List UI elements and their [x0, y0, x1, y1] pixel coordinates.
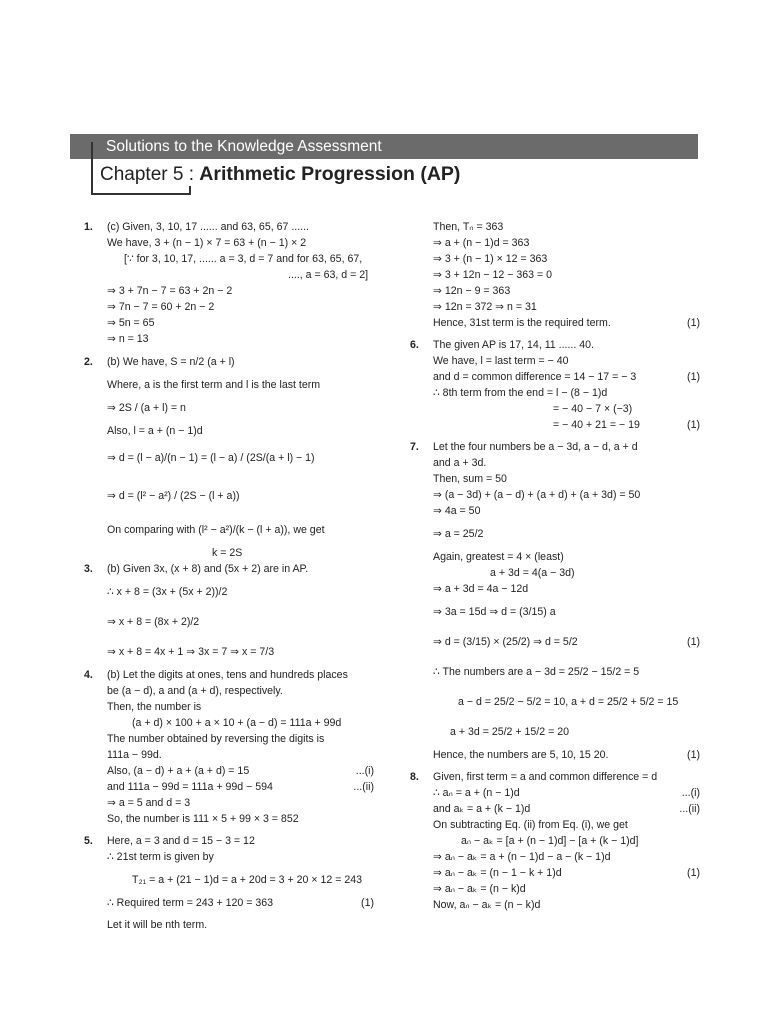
- marks-label: ...(ii): [679, 803, 700, 815]
- solution-line: [410, 385, 700, 401]
- solution-line: [84, 895, 386, 911]
- solution-line: [84, 347, 386, 377]
- marks-label: (1): [687, 749, 700, 761]
- solution-line: [84, 219, 386, 235]
- solution-text: ∴ Required term = 243 + 120 = 363: [107, 897, 274, 909]
- solution-text: aₙ − aₖ = [a + (n − 1)d] − [a + (k − 1)d]: [461, 835, 639, 847]
- question-number: 4.: [84, 669, 93, 681]
- question-number: 3.: [84, 563, 93, 575]
- solution-text: (b) We have, S = n/2 (a + l): [107, 356, 235, 368]
- solution-line: [410, 801, 700, 817]
- solution-text: Also, (a − d) + a + (a + d) = 15: [107, 765, 250, 777]
- solution-text: a + 3d = 4(a − 3d): [490, 567, 575, 579]
- solution-line: [84, 795, 386, 811]
- solution-text: Then, the number is: [107, 701, 202, 713]
- solution-text: Again, greatest = 4 × (least): [433, 551, 564, 563]
- marks-label: (1): [687, 419, 700, 431]
- bracket-horizontal-rule: [91, 193, 191, 195]
- solution-text: (a + d) × 100 + a × 10 + (a − d) = 111a + 99d: [132, 717, 342, 729]
- question-number: 6.: [410, 339, 419, 351]
- solution-text: Now, aₙ − aₖ = (n − k)d: [433, 899, 541, 911]
- solution-text: and a + 3d.: [433, 457, 487, 469]
- chapter-heading: [100, 160, 460, 189]
- solution-text: be (a − d), a and (a + d), respectively.: [107, 685, 283, 697]
- question-number: 5.: [84, 835, 93, 847]
- solution-text: (b) Given 3x, (x + 8) and (5x + 2) are in AP.: [107, 563, 309, 575]
- solution-line: [84, 561, 386, 577]
- solution-line: [84, 577, 386, 607]
- solution-line: [410, 235, 700, 251]
- solution-text: Here, a = 3 and d = 15 − 3 = 12: [107, 835, 255, 847]
- solution-text: ⇒ d = (3/15) × (25/2) ⇒ d = 5/2: [433, 636, 578, 648]
- solution-text: ⇒ a = 25/2: [433, 528, 484, 540]
- solution-line: [410, 881, 700, 897]
- solution-line: [410, 439, 700, 455]
- marks-label: ...(i): [355, 765, 374, 777]
- solution-text: T₂₁ = a + (21 − 1)d = a + 20d = 3 + 20 × 12 = 243: [132, 874, 363, 886]
- solution-line: [84, 699, 386, 715]
- marks-label: ...(ii): [353, 781, 374, 793]
- solution-line: [84, 917, 386, 933]
- solution-line: [410, 519, 700, 549]
- solution-text: ⇒ a + 3d = 4a − 12d: [433, 583, 529, 595]
- solution-line: [84, 683, 386, 699]
- solution-line: [84, 545, 386, 561]
- solution-text: ∴ x + 8 = (3x + (5x + 2))/2: [107, 586, 228, 598]
- solution-text: ⇒ 2S / (a + l) = n: [107, 402, 186, 414]
- solution-line: [410, 581, 700, 597]
- solution-line: [84, 763, 386, 779]
- solution-text: ⇒ 3 + (n − 1) × 12 = 363: [433, 253, 548, 265]
- solution-line: [84, 377, 386, 393]
- solution-text: ∴ The numbers are a − 3d = 25/2 − 15/2 = 5: [433, 666, 640, 678]
- solution-line: [410, 219, 700, 235]
- solution-line: [410, 401, 700, 417]
- banner-title: Solutions to the Knowledge Assessment: [106, 138, 382, 155]
- chapter-title: Arithmetic Progression (AP): [199, 163, 461, 185]
- solution-line: [410, 597, 700, 627]
- solution-line: [84, 477, 386, 515]
- solution-text: and d = common difference = 14 − 17 = − 3: [433, 371, 637, 383]
- section-banner: [70, 134, 698, 159]
- bracket-vertical-rule: [91, 142, 93, 195]
- solution-line: [84, 637, 386, 667]
- marks-label: (1): [361, 897, 374, 909]
- solution-line: [84, 779, 386, 795]
- solution-text: Let it will be nth term.: [107, 919, 208, 931]
- solution-line: [84, 283, 386, 299]
- solution-text: ⇒ n = 13: [107, 333, 149, 345]
- solution-text: a − d = 25/2 − 5/2 = 10, a + d = 25/2 + 5/2 = 15: [458, 696, 679, 708]
- solution-text: ⇒ 4a = 50: [433, 505, 481, 517]
- solution-text: ...., a = 63, d = 2]: [288, 269, 369, 281]
- solution-line: [410, 267, 700, 283]
- solution-line: [84, 667, 386, 683]
- solution-text: ∴ 8th term from the end = l − (8 − 1)d: [433, 387, 608, 399]
- solution-text: a + 3d = 25/2 + 15/2 = 20: [450, 726, 569, 738]
- solution-text: ⇒ 3 + 12n − 12 − 363 = 0: [433, 269, 553, 281]
- solution-line: [84, 315, 386, 331]
- solution-line: [410, 503, 700, 519]
- solution-line: [84, 747, 386, 763]
- solution-text: ⇒ x + 8 = (8x + 2)/2: [107, 616, 200, 628]
- solution-text: [∵ for 3, 10, 17, ...... a = 3, d = 7 and for 63, 65, 67,: [124, 253, 363, 265]
- solution-line: [410, 897, 700, 913]
- solution-text: (c) Given, 3, 10, 17 ...... and 63, 65, 67 ......: [107, 221, 309, 233]
- solution-text: ⇒ 12n = 372 ⇒ n = 31: [433, 301, 537, 313]
- solution-line: [410, 315, 700, 331]
- left-column: [84, 219, 386, 933]
- solution-text: The given AP is 17, 14, 11 ...... 40.: [433, 339, 594, 351]
- solution-line: [410, 565, 700, 581]
- solution-text: ⇒ aₙ − aₖ = (n − k)d: [433, 883, 526, 895]
- solution-text: Where, a is the first term and l is the last term: [107, 379, 321, 391]
- solution-line: [84, 235, 386, 251]
- solution-line: [410, 471, 700, 487]
- solution-line: [410, 817, 700, 833]
- solution-line: [84, 607, 386, 637]
- solution-line: [410, 549, 700, 565]
- solution-line: [84, 393, 386, 423]
- solution-text: k = 2S: [212, 547, 243, 559]
- solution-text: Let the four numbers be a − 3d, a − d, a + d: [433, 441, 638, 453]
- solution-text: So, the number is 111 × 5 + 99 × 3 = 852: [107, 813, 299, 825]
- solution-line: [84, 331, 386, 347]
- question-number: 7.: [410, 441, 419, 453]
- solution-text: The number obtained by reversing the digits is: [107, 733, 325, 745]
- solution-text: ⇒ 5n = 65: [107, 317, 155, 329]
- solution-text: ⇒ a + (n − 1)d = 363: [433, 237, 530, 249]
- solution-text: ∴ aₙ = a + (n − 1)d: [433, 787, 520, 799]
- chapter-prefix: Chapter 5 :: [100, 164, 194, 185]
- marks-label: (1): [687, 867, 700, 879]
- solution-line: [410, 747, 700, 763]
- solution-text: Hence, the numbers are 5, 10, 15 20.: [433, 749, 609, 761]
- solution-line: [410, 251, 700, 267]
- solution-line: [410, 769, 700, 785]
- marks-label: ...(i): [681, 787, 700, 799]
- solution-line: [84, 849, 386, 865]
- marks-label: (1): [687, 371, 700, 383]
- solution-line: [410, 487, 700, 503]
- solution-text: ⇒ aₙ − aₖ = (n − 1 − k + 1)d: [433, 867, 562, 879]
- solution-line: [410, 865, 700, 881]
- solution-text: Also, l = a + (n − 1)d: [107, 425, 203, 437]
- solution-text: We have, 3 + (n − 1) × 7 = 63 + (n − 1) × 2: [107, 237, 307, 249]
- solution-line: [410, 455, 700, 471]
- marks-label: (1): [687, 636, 700, 648]
- right-column: [410, 219, 700, 913]
- solution-line: [410, 717, 700, 747]
- solution-line: [410, 687, 700, 717]
- solution-text: ⇒ 12n − 9 = 363: [433, 285, 511, 297]
- solution-line: [410, 657, 700, 687]
- solution-line: [84, 299, 386, 315]
- solution-text: ⇒ d = (l − a)/(n − 1) = (l − a) / (2S/(a + l) − 1): [107, 452, 315, 464]
- solution-line: [84, 811, 386, 827]
- solution-text: = − 40 − 7 × (−3): [553, 403, 633, 415]
- solution-text: ⇒ 3a = 15d ⇒ d = (3/15) a: [433, 606, 556, 618]
- solution-text: ⇒ d = (l² − a²) / (2S − (l + a)): [107, 490, 240, 502]
- solution-text: and aₖ = a + (k − 1)d: [433, 803, 531, 815]
- solution-text: On comparing with (l² − a²)/(k − (l + a)), we get: [107, 524, 325, 536]
- solution-line: [410, 283, 700, 299]
- solution-line: [410, 833, 700, 849]
- solution-text: = − 40 + 21 = − 19: [553, 419, 640, 431]
- solution-text: ⇒ x + 8 = 4x + 1 ⇒ 3x = 7 ⇒ x = 7/3: [107, 646, 275, 658]
- solution-line: [410, 353, 700, 369]
- solution-line: [84, 731, 386, 747]
- solution-line: [84, 833, 386, 849]
- question-number: 8.: [410, 771, 419, 783]
- solution-line: [410, 627, 700, 657]
- solution-line: [84, 439, 386, 477]
- solution-text: Given, first term = a and common difference = d: [433, 771, 658, 783]
- solution-text: Hence, 31st term is the required term.: [433, 317, 611, 329]
- solution-line: [84, 515, 386, 545]
- solution-text: ⇒ aₙ − aₖ = a + (n − 1)d − a − (k − 1)d: [433, 851, 611, 863]
- solution-text: On subtracting Eq. (ii) from Eq. (i), we get: [433, 819, 628, 831]
- solution-text: Then, Tₙ = 363: [433, 221, 504, 233]
- solution-line: [410, 337, 700, 353]
- solution-line: [410, 785, 700, 801]
- solution-line: [84, 423, 386, 439]
- solution-line: [410, 849, 700, 865]
- solution-line: [84, 715, 386, 731]
- solution-line: [84, 267, 386, 283]
- solution-text: (b) Let the digits at ones, tens and hundreds places: [107, 669, 348, 681]
- solution-line: [410, 299, 700, 315]
- solution-text: ⇒ 3 + 7n − 7 = 63 + 2n − 2: [107, 285, 233, 297]
- solution-text: Then, sum = 50: [433, 473, 507, 485]
- solution-text: 111a − 99d.: [107, 749, 162, 761]
- solution-text: ⇒ 7n − 7 = 60 + 2n − 2: [107, 301, 215, 313]
- question-number: 1.: [84, 221, 93, 233]
- question-number: 2.: [84, 356, 93, 368]
- marks-label: (1): [687, 317, 700, 329]
- solution-line: [84, 865, 386, 895]
- solution-text: We have, l = last term = − 40: [433, 355, 569, 367]
- solution-line: [410, 369, 700, 385]
- solution-text: ∴ 21st term is given by: [107, 851, 214, 863]
- solution-line: [84, 251, 386, 267]
- solution-line: [410, 417, 700, 433]
- solution-text: ⇒ (a − 3d) + (a − d) + (a + d) + (a + 3d) = 50: [433, 489, 641, 501]
- solution-text: ⇒ a = 5 and d = 3: [107, 797, 191, 809]
- solution-text: and 111a − 99d = 111a + 99d − 594: [107, 781, 273, 793]
